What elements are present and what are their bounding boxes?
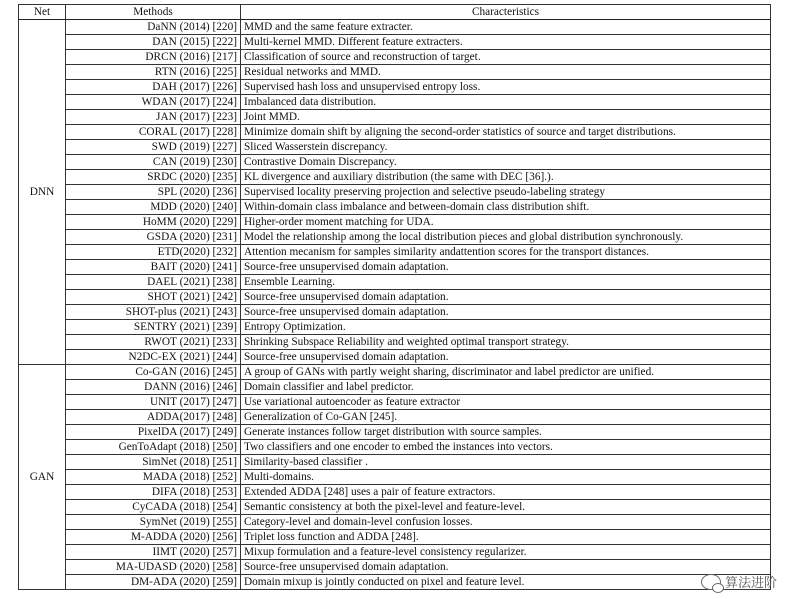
- method-cell: ETD(2020) [232]: [66, 245, 241, 260]
- method-cell: JAN (2017) [223]: [66, 110, 241, 125]
- characteristics-cell: Multi-kernel MMD. Different feature extracters.: [241, 35, 771, 50]
- table-row: [19, 95, 771, 110]
- watermark: [701, 572, 777, 591]
- table-row: [19, 65, 771, 80]
- characteristics-cell: Mixup formulation and a feature-level consistency regularizer.: [241, 545, 771, 560]
- method-cell: MDD (2020) [240]: [66, 200, 241, 215]
- methods-table: [18, 4, 771, 590]
- method-cell: WDAN (2017) [224]: [66, 95, 241, 110]
- characteristics-cell: KL divergence and auxiliary distribution (the same with DEC [36].).: [241, 170, 771, 185]
- characteristics-cell: Shrinking Subspace Reliability and weighted optimal transport strategy.: [241, 335, 771, 350]
- table-row: [19, 125, 771, 140]
- table-row: [19, 500, 771, 515]
- table-row: [19, 395, 771, 410]
- method-cell: DIFA (2018) [253]: [66, 485, 241, 500]
- method-cell: RTN (2016) [225]: [66, 65, 241, 80]
- table-row: [19, 560, 771, 575]
- header-net: Net: [19, 5, 66, 20]
- method-cell: SimNet (2018) [251]: [66, 455, 241, 470]
- table-row: [19, 350, 771, 365]
- table-row: [19, 530, 771, 545]
- table-row: [19, 215, 771, 230]
- method-cell: SWD (2019) [227]: [66, 140, 241, 155]
- table-row: [19, 200, 771, 215]
- characteristics-cell: Extended ADDA [248] uses a pair of feature extractors.: [241, 485, 771, 500]
- method-cell: DAH (2017) [226]: [66, 80, 241, 95]
- net-group-label: GAN: [19, 365, 66, 590]
- characteristics-cell: Sliced Wasserstein discrepancy.: [241, 140, 771, 155]
- method-cell: DM-ADA (2020) [259]: [66, 575, 241, 590]
- characteristics-cell: Joint MMD.: [241, 110, 771, 125]
- method-cell: SRDC (2020) [235]: [66, 170, 241, 185]
- table-row: [19, 290, 771, 305]
- header-row: [19, 5, 771, 20]
- method-cell: DaNN (2014) [220]: [66, 20, 241, 35]
- characteristics-cell: Entropy Optimization.: [241, 320, 771, 335]
- table-row: [19, 470, 771, 485]
- characteristics-cell: Two classifiers and one encoder to embed the instances into vectors.: [241, 440, 771, 455]
- table-row: [19, 260, 771, 275]
- characteristics-cell: Supervised hash loss and unsupervised entropy loss.: [241, 80, 771, 95]
- table-row: [19, 335, 771, 350]
- characteristics-cell: Triplet loss function and ADDA [248].: [241, 530, 771, 545]
- method-cell: CAN (2019) [230]: [66, 155, 241, 170]
- table-row: [19, 275, 771, 290]
- characteristics-cell: Higher-order moment matching for UDA.: [241, 215, 771, 230]
- table-row: [19, 245, 771, 260]
- method-cell: DAN (2015) [222]: [66, 35, 241, 50]
- characteristics-cell: Domain classifier and label predictor.: [241, 380, 771, 395]
- method-cell: CyCADA (2018) [254]: [66, 500, 241, 515]
- net-group-label: DNN: [19, 20, 66, 365]
- method-cell: RWOT (2021) [233]: [66, 335, 241, 350]
- characteristics-cell: Ensemble Learning.: [241, 275, 771, 290]
- table-row: [19, 485, 771, 500]
- characteristics-cell: Attention mecanism for samples similarity andattention scores for the transport distances.: [241, 245, 771, 260]
- characteristics-cell: Similarity-based classifier .: [241, 455, 771, 470]
- characteristics-cell: MMD and the same feature extracter.: [241, 20, 771, 35]
- table-row: [19, 440, 771, 455]
- method-cell: SENTRY (2021) [239]: [66, 320, 241, 335]
- table-row: [19, 410, 771, 425]
- method-cell: DRCN (2016) [217]: [66, 50, 241, 65]
- characteristics-cell: Residual networks and MMD.: [241, 65, 771, 80]
- method-cell: PixelDA (2017) [249]: [66, 425, 241, 440]
- characteristics-cell: Within-domain class imbalance and between-domain class distribution shift.: [241, 200, 771, 215]
- method-cell: ADDA(2017) [248]: [66, 410, 241, 425]
- characteristics-cell: Supervised locality preserving projection and selective pseudo-labeling strategy: [241, 185, 771, 200]
- table-row: [19, 455, 771, 470]
- characteristics-cell: A group of GANs with partly weight sharing, discriminator and label predictor are unified.: [241, 365, 771, 380]
- table-row: [19, 515, 771, 530]
- table-row: [19, 80, 771, 95]
- characteristics-cell: Minimize domain shift by aligning the second-order statistics of source and target distributions.: [241, 125, 771, 140]
- method-cell: MADA (2018) [252]: [66, 470, 241, 485]
- table-row: [19, 380, 771, 395]
- method-cell: DANN (2016) [246]: [66, 380, 241, 395]
- characteristics-cell: Source-free unsupervised domain adaptation.: [241, 560, 771, 575]
- table-row: [19, 20, 771, 35]
- method-cell: Co-GAN (2016) [245]: [66, 365, 241, 380]
- characteristics-cell: Use variational autoencoder as feature extractor: [241, 395, 771, 410]
- method-cell: SHOT-plus (2021) [243]: [66, 305, 241, 320]
- method-cell: HoMM (2020) [229]: [66, 215, 241, 230]
- table-row: [19, 170, 771, 185]
- characteristics-cell: Model the relationship among the local distribution pieces and global distribution synchronously.: [241, 230, 771, 245]
- characteristics-cell: Semantic consistency at both the pixel-level and feature-level.: [241, 500, 771, 515]
- method-cell: GenToAdapt (2018) [250]: [66, 440, 241, 455]
- wechat-icon: [701, 574, 721, 590]
- method-cell: GSDA (2020) [231]: [66, 230, 241, 245]
- characteristics-cell: Generalization of Co-GAN [245].: [241, 410, 771, 425]
- header-methods: Methods: [66, 5, 241, 20]
- characteristics-cell: Source-free unsupervised domain adaptation.: [241, 260, 771, 275]
- characteristics-cell: Multi-domains.: [241, 470, 771, 485]
- characteristics-cell: Classification of source and reconstruction of target.: [241, 50, 771, 65]
- header-characteristics: Characteristics: [241, 5, 771, 20]
- table-row: [19, 305, 771, 320]
- watermark-text: 算法进阶: [724, 576, 777, 591]
- table-row: [19, 575, 771, 590]
- table-row: [19, 110, 771, 125]
- table-row: [19, 185, 771, 200]
- characteristics-cell: Source-free unsupervised domain adaptation.: [241, 305, 771, 320]
- table-row: [19, 155, 771, 170]
- table-row: [19, 365, 771, 380]
- characteristics-cell: Generate instances follow target distribution with source samples.: [241, 425, 771, 440]
- method-cell: UNIT (2017) [247]: [66, 395, 241, 410]
- method-cell: DAEL (2021) [238]: [66, 275, 241, 290]
- characteristics-cell: Source-free unsupervised domain adaptation.: [241, 350, 771, 365]
- method-cell: BAIT (2020) [241]: [66, 260, 241, 275]
- table-row: [19, 320, 771, 335]
- table-row: [19, 230, 771, 245]
- method-cell: MA-UDASD (2020) [258]: [66, 560, 241, 575]
- table-row: [19, 425, 771, 440]
- method-cell: SymNet (2019) [255]: [66, 515, 241, 530]
- method-cell: CORAL (2017) [228]: [66, 125, 241, 140]
- characteristics-cell: Source-free unsupervised domain adaptation.: [241, 290, 771, 305]
- table-row: [19, 35, 771, 50]
- characteristics-cell: Imbalanced data distribution.: [241, 95, 771, 110]
- method-cell: N2DC-EX (2021) [244]: [66, 350, 241, 365]
- characteristics-cell: Domain mixup is jointly conducted on pixel and feature level.: [241, 575, 771, 590]
- table-row: [19, 545, 771, 560]
- table-row: [19, 50, 771, 65]
- characteristics-cell: Contrastive Domain Discrepancy.: [241, 155, 771, 170]
- table-row: [19, 140, 771, 155]
- characteristics-cell: Category-level and domain-level confusion losses.: [241, 515, 771, 530]
- method-cell: IIMT (2020) [257]: [66, 545, 241, 560]
- method-cell: SPL (2020) [236]: [66, 185, 241, 200]
- method-cell: M-ADDA (2020) [256]: [66, 530, 241, 545]
- method-cell: SHOT (2021) [242]: [66, 290, 241, 305]
